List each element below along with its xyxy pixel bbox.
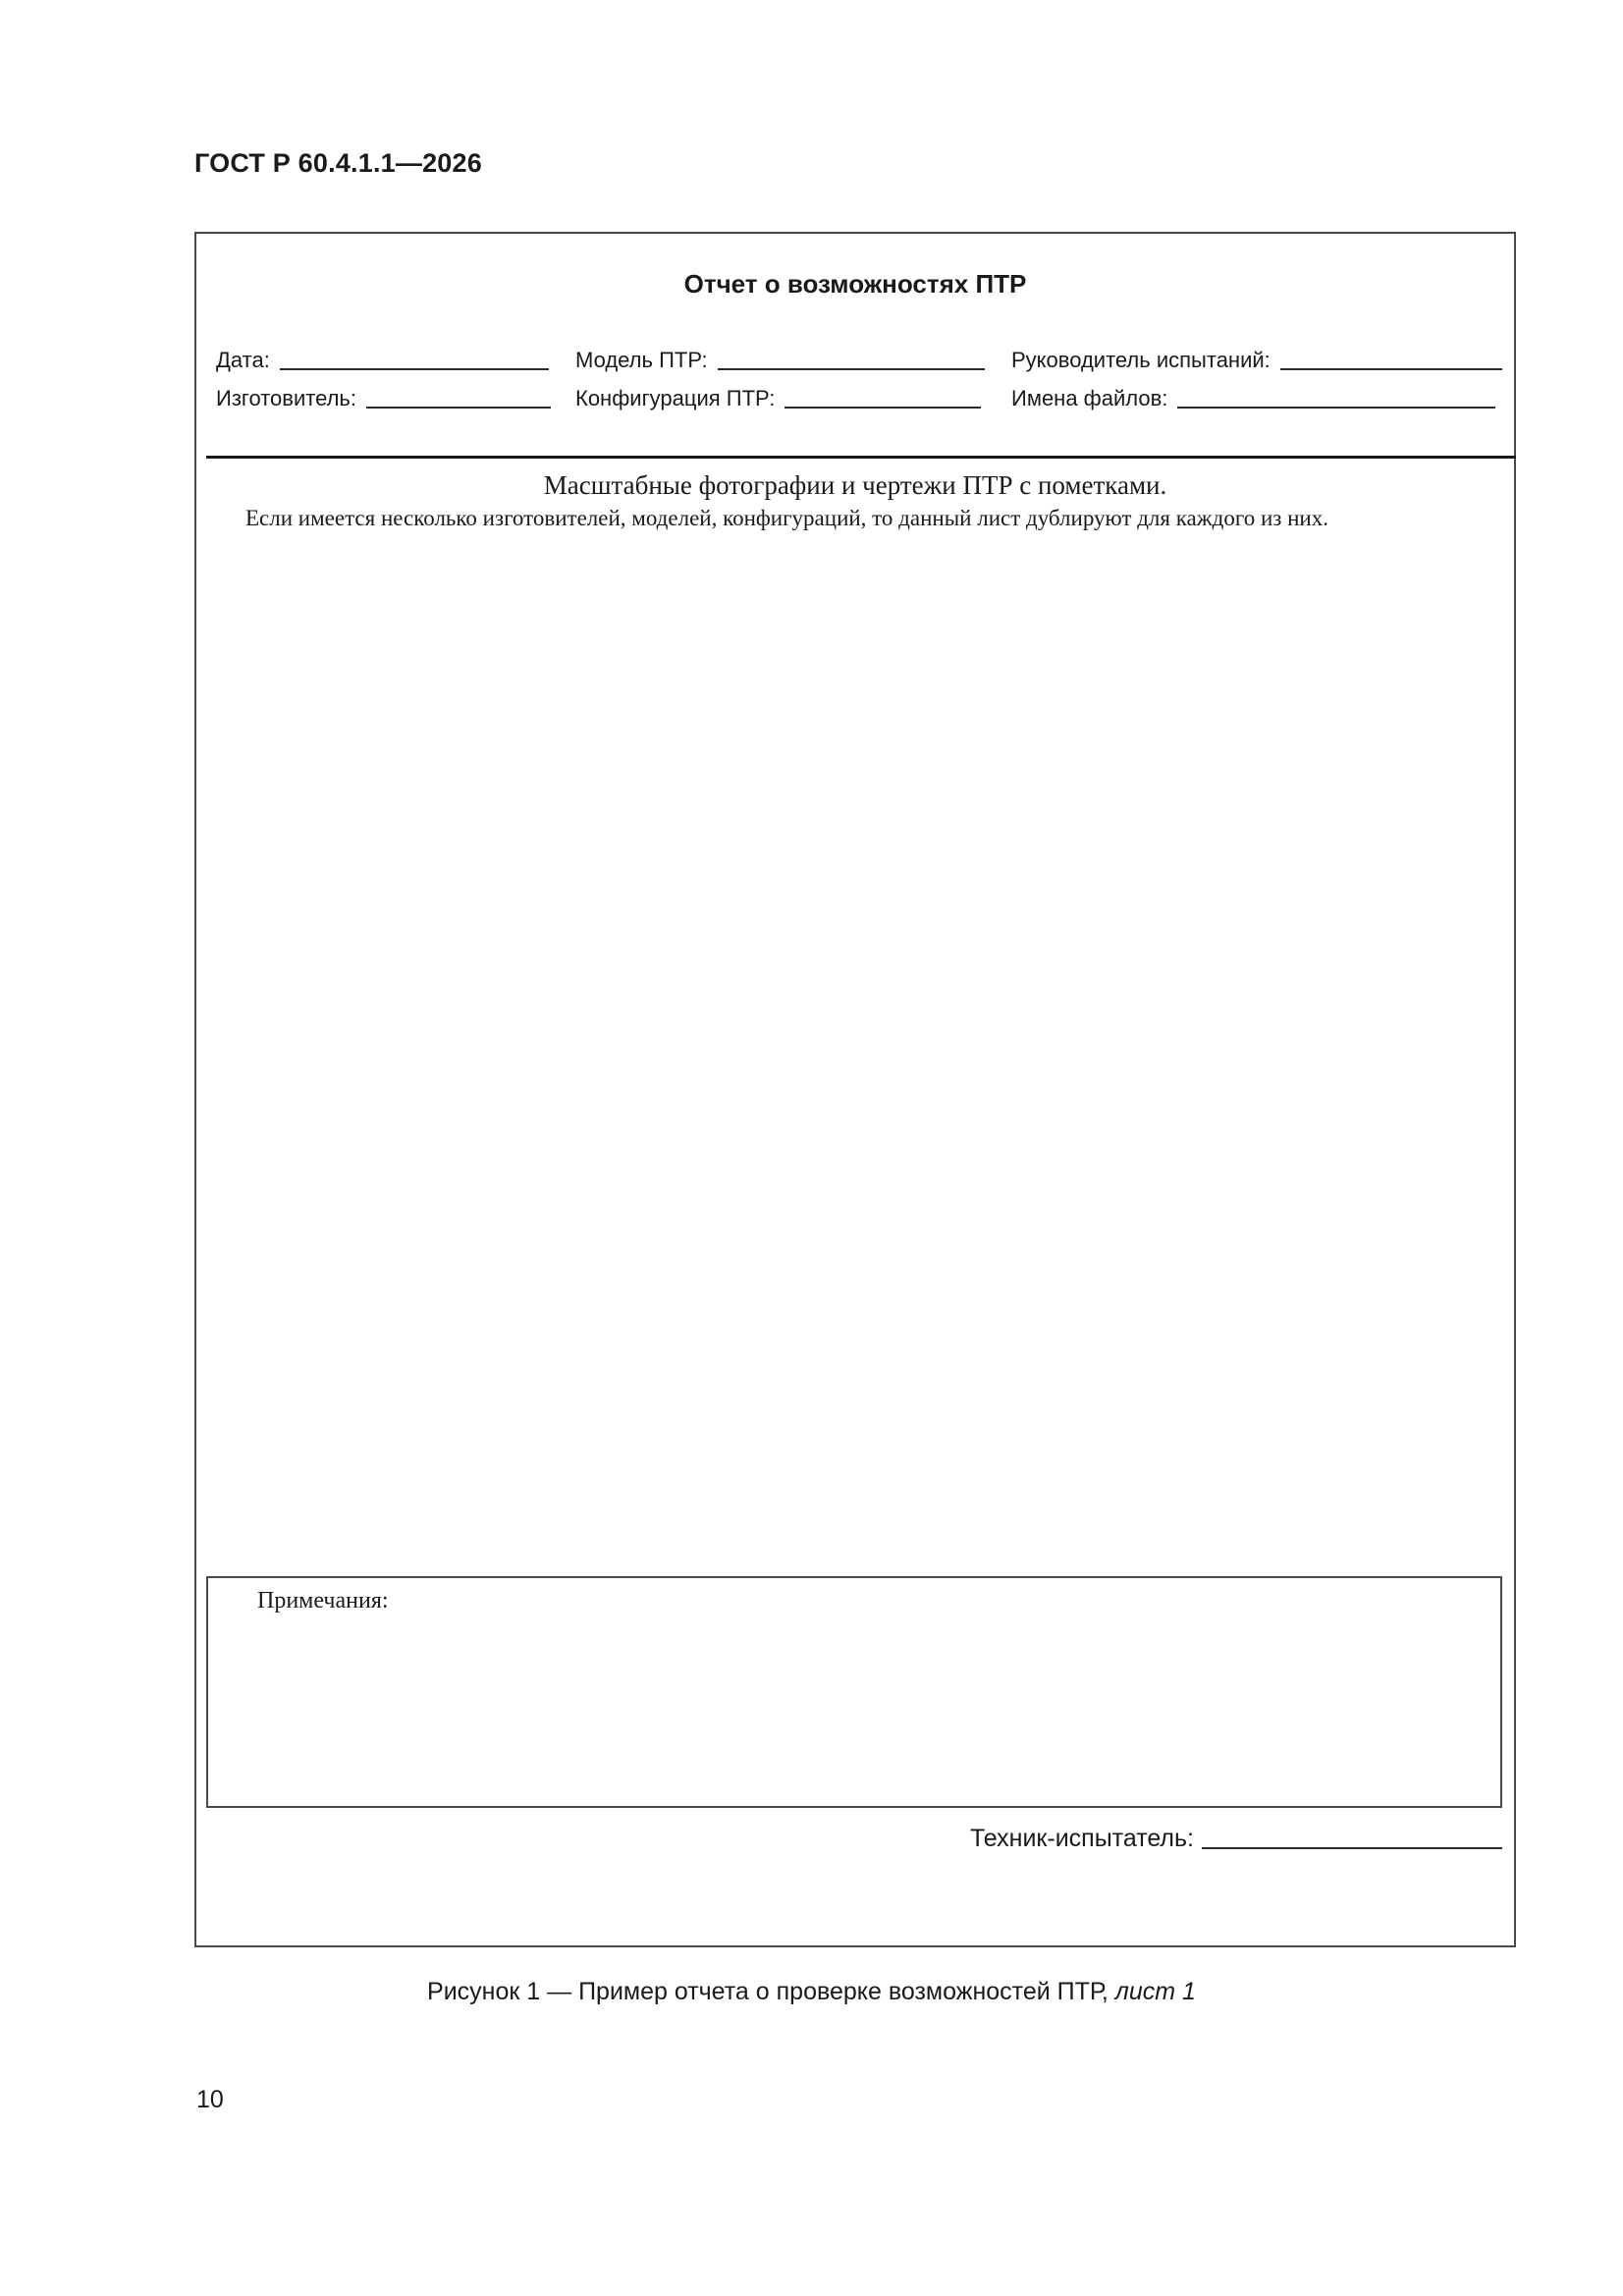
model-field: [575, 346, 985, 373]
configuration-label: Конфигурация ПТР:: [575, 386, 776, 410]
technician-field: [970, 1823, 1502, 1853]
caption-sheet: лист 1: [1114, 1978, 1196, 2005]
test-lead-blank[interactable]: [1280, 349, 1502, 370]
section-divider: [206, 456, 1516, 459]
manufacturer-blank[interactable]: [366, 387, 551, 409]
date-label: Дата:: [216, 348, 270, 372]
document-code: ГОСТ Р 60.4.1.1—2026: [194, 148, 482, 178]
technician-blank[interactable]: [1202, 1826, 1502, 1849]
file-names-blank[interactable]: [1177, 387, 1495, 409]
model-blank[interactable]: [718, 349, 985, 370]
technician-label: Техник-испытатель:: [969, 1825, 1194, 1852]
manufacturer-field: [216, 384, 551, 411]
configuration-field: [575, 384, 981, 411]
test-lead-label: Руководитель испытаний:: [1011, 348, 1271, 372]
report-title: Отчет о возможностях ПТР: [683, 269, 1027, 299]
report-form: [194, 232, 1516, 1947]
test-lead-field: [1011, 346, 1502, 373]
date-field: [216, 346, 549, 373]
photos-section-title: Масштабные фотографии и чертежи ПТР с пометками.: [543, 470, 1167, 500]
caption-text: Рисунок 1 — Пример отчета о проверке возможностей ПТР,: [427, 1978, 1115, 2005]
photos-section-note: Если имеется несколько изготовителей, моделей, конфигураций, то данный лист дублируют для каждого из них.: [245, 506, 1328, 530]
notes-label: Примечания:: [257, 1588, 389, 1613]
model-label: Модель ПТР:: [575, 348, 708, 372]
figure-caption: [0, 1978, 1623, 2006]
configuration-blank[interactable]: [784, 387, 981, 409]
file-names-field: [1011, 384, 1495, 411]
manufacturer-label: Изготовитель:: [216, 386, 356, 410]
date-blank[interactable]: [280, 349, 549, 370]
notes-box[interactable]: [206, 1576, 1502, 1808]
page-number: 10: [196, 2086, 224, 2113]
file-names-label: Имена файлов:: [1011, 386, 1168, 410]
